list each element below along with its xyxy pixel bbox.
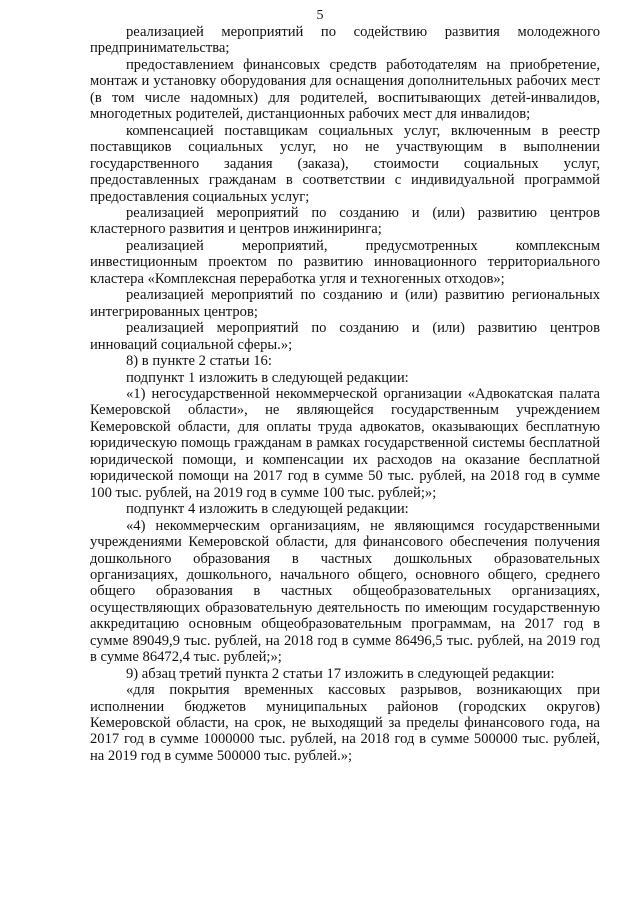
paragraph-item-9: 9) абзац третий пункта 2 статьи 17 изложить в следующей редакции: (126, 665, 555, 682)
paragraph-subitem-4-heading: подпункт 4 изложить в следующей редакции: (126, 501, 409, 518)
paragraph-subitem-4-text: «4) некоммерческим организациям, не являющимся государственными учреждениями Кемеровской области, для финансового обеспечения получения дошкольного образования в частных дошкольных образовательных организациях, дошкольного, начального общего, основного общего, среднего общего образования в частных общеобразовательных организациях, осуществляющих образовательную деятельность по имеющим государственную аккредитацию основным общеобразовательным программам, на 2017 год в сумме 89049,9 тыс. рублей, на 2018 год в сумме 86496,5 тыс. рублей, на 2019 год в сумме 86472,4 тыс. рублей;»; (90, 517, 600, 666)
paragraph-social-innovation: реализацией мероприятий по созданию и (или) развитию центров инноваций социальной сферы.»; (90, 320, 600, 353)
paragraph-item-9-text: «для покрытия временных кассовых разрывов, возникающих при исполнении бюджетов муниципальных районов (городских округов) Кемеровской области, на срок, не выходящий за пределы финансового года, на 2017 год в сумме 1000000 тыс. рублей, на 2018 год в сумме 500000 тыс. рублей, на 2019 год в сумме 500000 тыс. рублей.»; (90, 682, 600, 764)
paragraph-cluster-centers: реализацией мероприятий по созданию и (или) развитию центров кластерного развития и центров инжиниринга; (90, 204, 600, 238)
paragraph-subitem-1-heading: подпункт 1 изложить в следующей редакции: (126, 369, 409, 386)
document-body (90, 24, 600, 764)
paragraph-coal-cluster: реализацией мероприятий, предусмотренных комплексным инвестиционным проектом по развитию инновационного территориального кластера «Комплексная переработка угля и техногенных отходов»; (90, 237, 600, 287)
paragraph-social-services-compensation: компенсацией поставщикам социальных услуг, включенным в реестр поставщиков социальных услуг, но не участвующим в выполнении государственного задания (заказа), стоимости социальных услуг, предоставленных гражданам в соответствии с индивидуальной программой предоставления социальных услуг; (90, 122, 600, 205)
paragraph-youth-entrepreneurship: реализацией мероприятий по содействию развития молодежного предпринимательства; (90, 24, 600, 57)
paragraph-regional-centers: реализацией мероприятий по созданию и (или) развитию региональных интегрированных центров; (90, 287, 600, 320)
paragraph-subitem-1-text: «1) негосударственной некоммерческой организации «Адвокатская палата Кемеровской области», не являющейся государственным учреждением Кемеровской области, для оплаты труда адвокатов, оказывающих бесплатную юридическую помощь гражданам в рамках государственной системы бесплатной юридической помощи, и компенсации их расходов на оказание бесплатной юридической помощи на 2017 год в сумме 50 тыс. рублей, на 2018 год в сумме 100 тыс. рублей, на 2019 год в сумме 100 тыс. рублей;»; (90, 385, 600, 501)
paragraph-item-8: 8) в пункте 2 статьи 16: (126, 353, 272, 370)
paragraph-employer-equipment: предоставлением финансовых средств работодателям на приобретение, монтаж и установку оборудования для оснащения дополнительных рабочих мест (в том числе надомных) для родителей, воспитывающих детей-инвалидов, многодетных родителей, дистанционных рабочих мест для инвалидов; (90, 56, 600, 123)
page-number: 5 (316, 8, 324, 23)
